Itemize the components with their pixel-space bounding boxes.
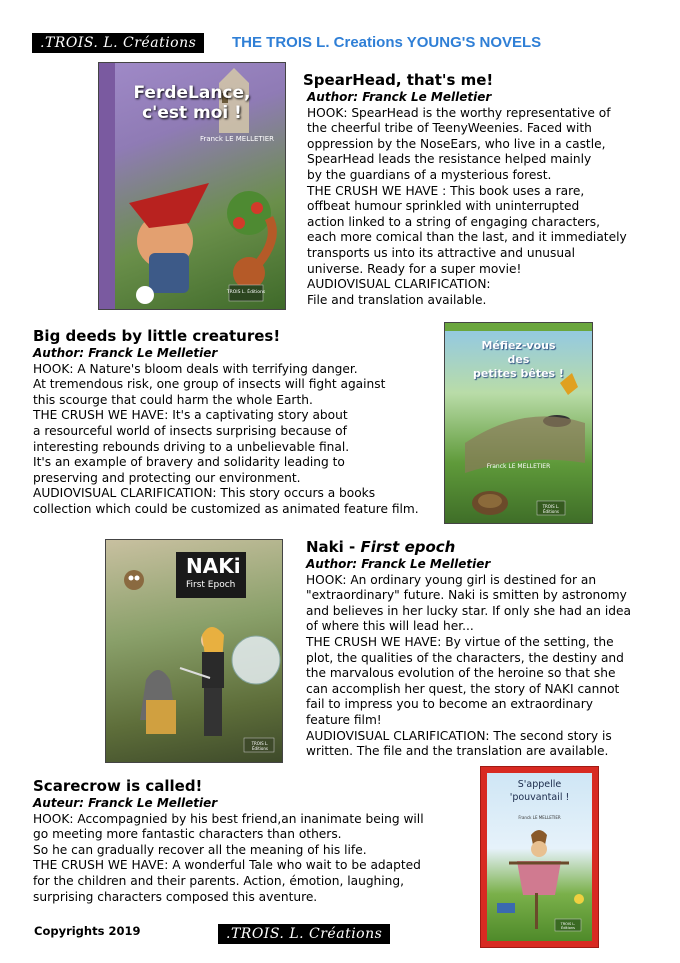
description-line: HOOK: Accompagnied by his best friend,an inanimate being will (33, 811, 424, 826)
cover-title-line1: FerdeLance, (133, 83, 251, 103)
description-line: a resourceful world of insects surprising because of (33, 423, 347, 438)
description-line: AUDIOVISUAL CLARIFICATION: This story occurs a books (33, 486, 376, 501)
book-title (306, 538, 676, 557)
book-cover-spearhead (98, 62, 286, 310)
book-author: Author: Franck Le Melletier (307, 90, 492, 104)
book-title: SpearHead, that's me! (303, 71, 494, 89)
book-description (33, 362, 438, 518)
cover-title-line3: petites bêtes ! (473, 367, 564, 380)
description-line: plot, the qualities of the characters, the destiny and (306, 650, 624, 665)
description-line: THE CRUSH WE HAVE : This book uses a rare, (307, 183, 585, 198)
description-line: THE CRUSH WE HAVE: By virtue of the setting, the (306, 634, 614, 649)
description-line: this scourge that could harm the whole Earth. (33, 392, 313, 407)
cover-title-line2: des (507, 353, 530, 366)
description-line: At tremendous risk, one group of insects will fight against (33, 377, 386, 392)
description-line: HOOK: An ordinary young girl is destined for an (306, 572, 597, 587)
description-line: offbeat humour sprinkled with uninterrupted (307, 199, 580, 214)
book-cover-naki (105, 539, 283, 763)
description-line: feature film! (306, 712, 382, 727)
description-line: "extraordinary" future. Naki is smitten by astronomy (306, 588, 627, 603)
cover-author: Franck LE MELLETIER (199, 135, 275, 143)
copyright-text: Copyrights 2019 (34, 924, 141, 938)
description-line: So he can gradually recover all the meaning of his life. (33, 842, 367, 857)
book-title-italic: First epoch (360, 538, 456, 556)
book-author: Author: Franck Le Melletier (306, 557, 491, 571)
description-line: File and translation available. (307, 292, 487, 307)
description-line: fail to impress you to become an extraordinary (306, 697, 593, 712)
description-line: each more comical than the last, and it immediately (307, 230, 627, 245)
cover-title-line2: c'est moi ! (142, 103, 242, 123)
cover-publisher: TROIS L. Éditions (542, 504, 560, 514)
description-line: HOOK: A Nature's bloom deals with terrifying danger. (33, 361, 358, 376)
book-description (303, 106, 673, 309)
cover-title-line2: First Epoch (186, 580, 236, 590)
description-line: and believes in her lucky star. If only she had an idea (306, 603, 631, 618)
book-description (33, 812, 463, 906)
cover-title-line1: S'appelle (517, 779, 562, 790)
description-line: can accomplish her quest, the story of NAKI cannot (306, 681, 620, 696)
description-line: the cheerful tribe of TeenyWeenies. Faced with (307, 121, 592, 136)
book-entry-naki (306, 538, 676, 760)
book-entry-scarecrow (33, 777, 463, 905)
description-line: interesting rebounds driving to a unbelievable final. (33, 439, 350, 454)
cover-publisher: TROIS L. Éditions (251, 741, 269, 751)
cover-title-line2: 'pouvantail ! (509, 792, 570, 803)
description-line: for the children and their parents. Action, émotion, laughing, (33, 873, 404, 888)
book-title-main: Naki - (306, 538, 361, 556)
description-line: AUDIOVISUAL CLARIFICATION: The second story is (306, 728, 612, 743)
description-line: transports us into its attractive and unusual (307, 245, 575, 260)
book-author: Auteur: Franck Le Melletier (33, 796, 218, 810)
cover-title-line1: Méfiez-vous (481, 339, 556, 352)
book-title: Big deeds by little creatures! (33, 327, 281, 345)
description-line: It's an example of bravery and solidarity leading to (33, 455, 345, 470)
book-author: Author: Franck Le Melletier (33, 346, 218, 360)
description-line: surprising characters composed this aventure. (33, 889, 318, 904)
book-title: Scarecrow is called! (33, 777, 203, 795)
book-cover-mefiez-vous (444, 322, 593, 524)
description-line: by the guardians of a mysterious forest. (307, 167, 552, 182)
description-line: SpearHead leads the resistance helped mainly (307, 152, 592, 167)
cover-publisher: TROIS L. Éditions (226, 290, 266, 295)
description-line: HOOK: SpearHead is the worthy representative of (307, 105, 611, 120)
footer-logo: .TROIS. L. Créations (218, 924, 390, 944)
book-entry-spearhead (303, 71, 673, 308)
description-line: collection which could be customized as animated feature film. (33, 501, 419, 516)
description-line: go meeting more fantastic characters than others. (33, 827, 342, 842)
description-line: THE CRUSH WE HAVE: It's a captivating story about (33, 408, 348, 423)
description-line: oppression by the NoseEars, who live in a castle, (307, 136, 606, 151)
book-cover-scarecrow (480, 766, 599, 948)
cover-publisher: TROIS L. Éditions (560, 922, 576, 930)
cover-author: Franck LE MELLETIER (518, 815, 561, 820)
page-title: THE TROIS L. Creations YOUNG'S NOVELS (232, 34, 542, 51)
description-line: preserving and protecting our environment. (33, 470, 301, 485)
description-line: the marvalous evolution of the heroine so that she (306, 666, 616, 681)
description-line: universe. Ready for a super movie! (307, 261, 522, 276)
cover-author: Franck LE MELLETIER (486, 463, 551, 470)
description-line: action linked to a string of engaging characters, (307, 214, 601, 229)
description-line: written. The file and the translation are available. (306, 744, 609, 759)
header-logo: .TROIS. L. Créations (32, 33, 204, 53)
description-line: THE CRUSH WE HAVE: A wonderful Tale who wait to be adapted (33, 858, 421, 873)
book-entry-big-deeds (33, 327, 438, 518)
description-line: of where this will lead her... (306, 619, 474, 634)
cover-title-line1: NAKi (186, 554, 241, 578)
cover-panel (487, 773, 592, 941)
book-description (306, 573, 676, 760)
description-line: AUDIOVISUAL CLARIFICATION: (307, 277, 491, 292)
